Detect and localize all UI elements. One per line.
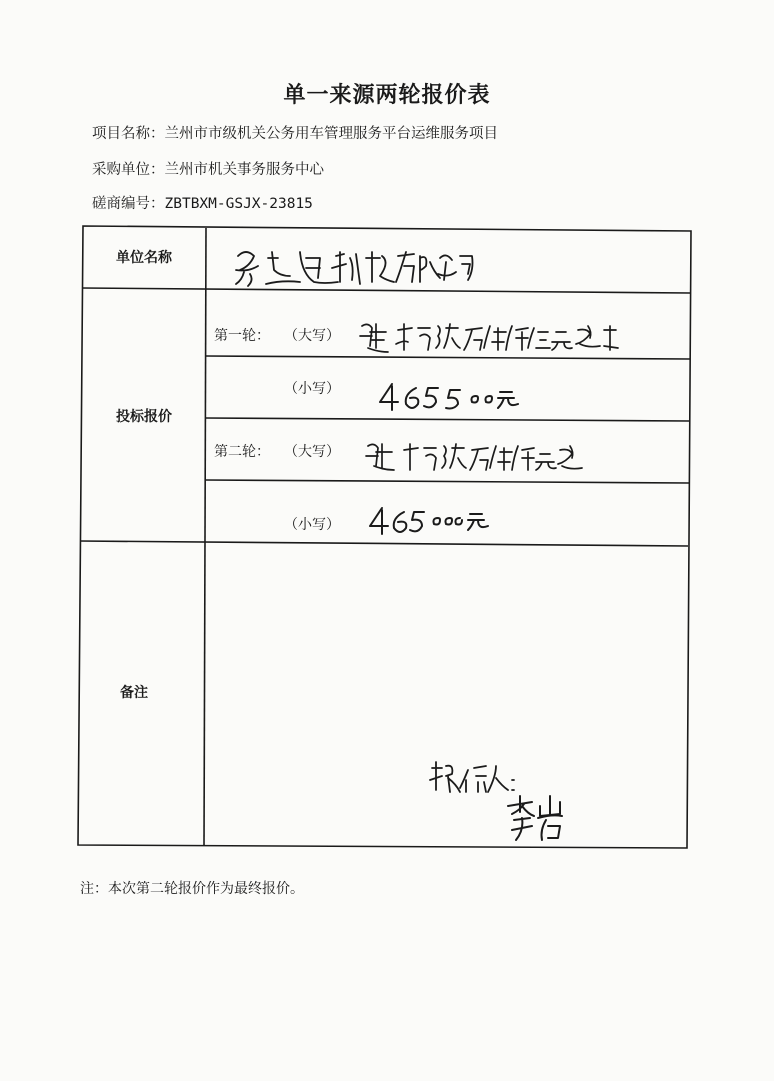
page-title: 单一来源两轮报价表 xyxy=(283,83,491,108)
purchaser-value: 兰州市机关事务服务中心 xyxy=(164,162,324,178)
negotiation-no-label: 磋商编号： xyxy=(92,196,165,212)
round2-lower-label: （小写） xyxy=(284,517,340,533)
handwritten-signer-label xyxy=(430,762,514,792)
project-value: 兰州市市级机关公务用车管理服务平台运维服务项目 xyxy=(164,126,498,142)
handwritten-round2-upper xyxy=(366,444,582,470)
handwritten-round1-lower xyxy=(380,384,518,410)
purchaser-label: 采购单位： xyxy=(92,162,165,178)
unit-name-label: 单位名称 xyxy=(116,250,172,266)
remarks-label: 备注 xyxy=(120,685,148,701)
negotiation-no-value: ZBTBXM-GSJX-23815 xyxy=(164,196,313,212)
handwritten-signature xyxy=(508,796,562,840)
round1-lower-label: （小写） xyxy=(284,381,340,397)
footnote: 注：本次第二轮报价作为最终报价。 xyxy=(80,881,304,897)
round1-label: 第一轮： xyxy=(214,328,270,344)
handwritten-unit-name xyxy=(236,252,473,286)
round1-upper-label: （大写） xyxy=(284,328,340,344)
project-label: 项目名称： xyxy=(92,126,165,142)
round2-upper-label: （大写） xyxy=(284,444,340,460)
handwritten-round1-upper xyxy=(360,324,618,352)
handwritten-round2-lower xyxy=(370,508,488,534)
bid-label: 投标报价 xyxy=(116,409,172,425)
round2-label: 第二轮： xyxy=(214,444,270,460)
